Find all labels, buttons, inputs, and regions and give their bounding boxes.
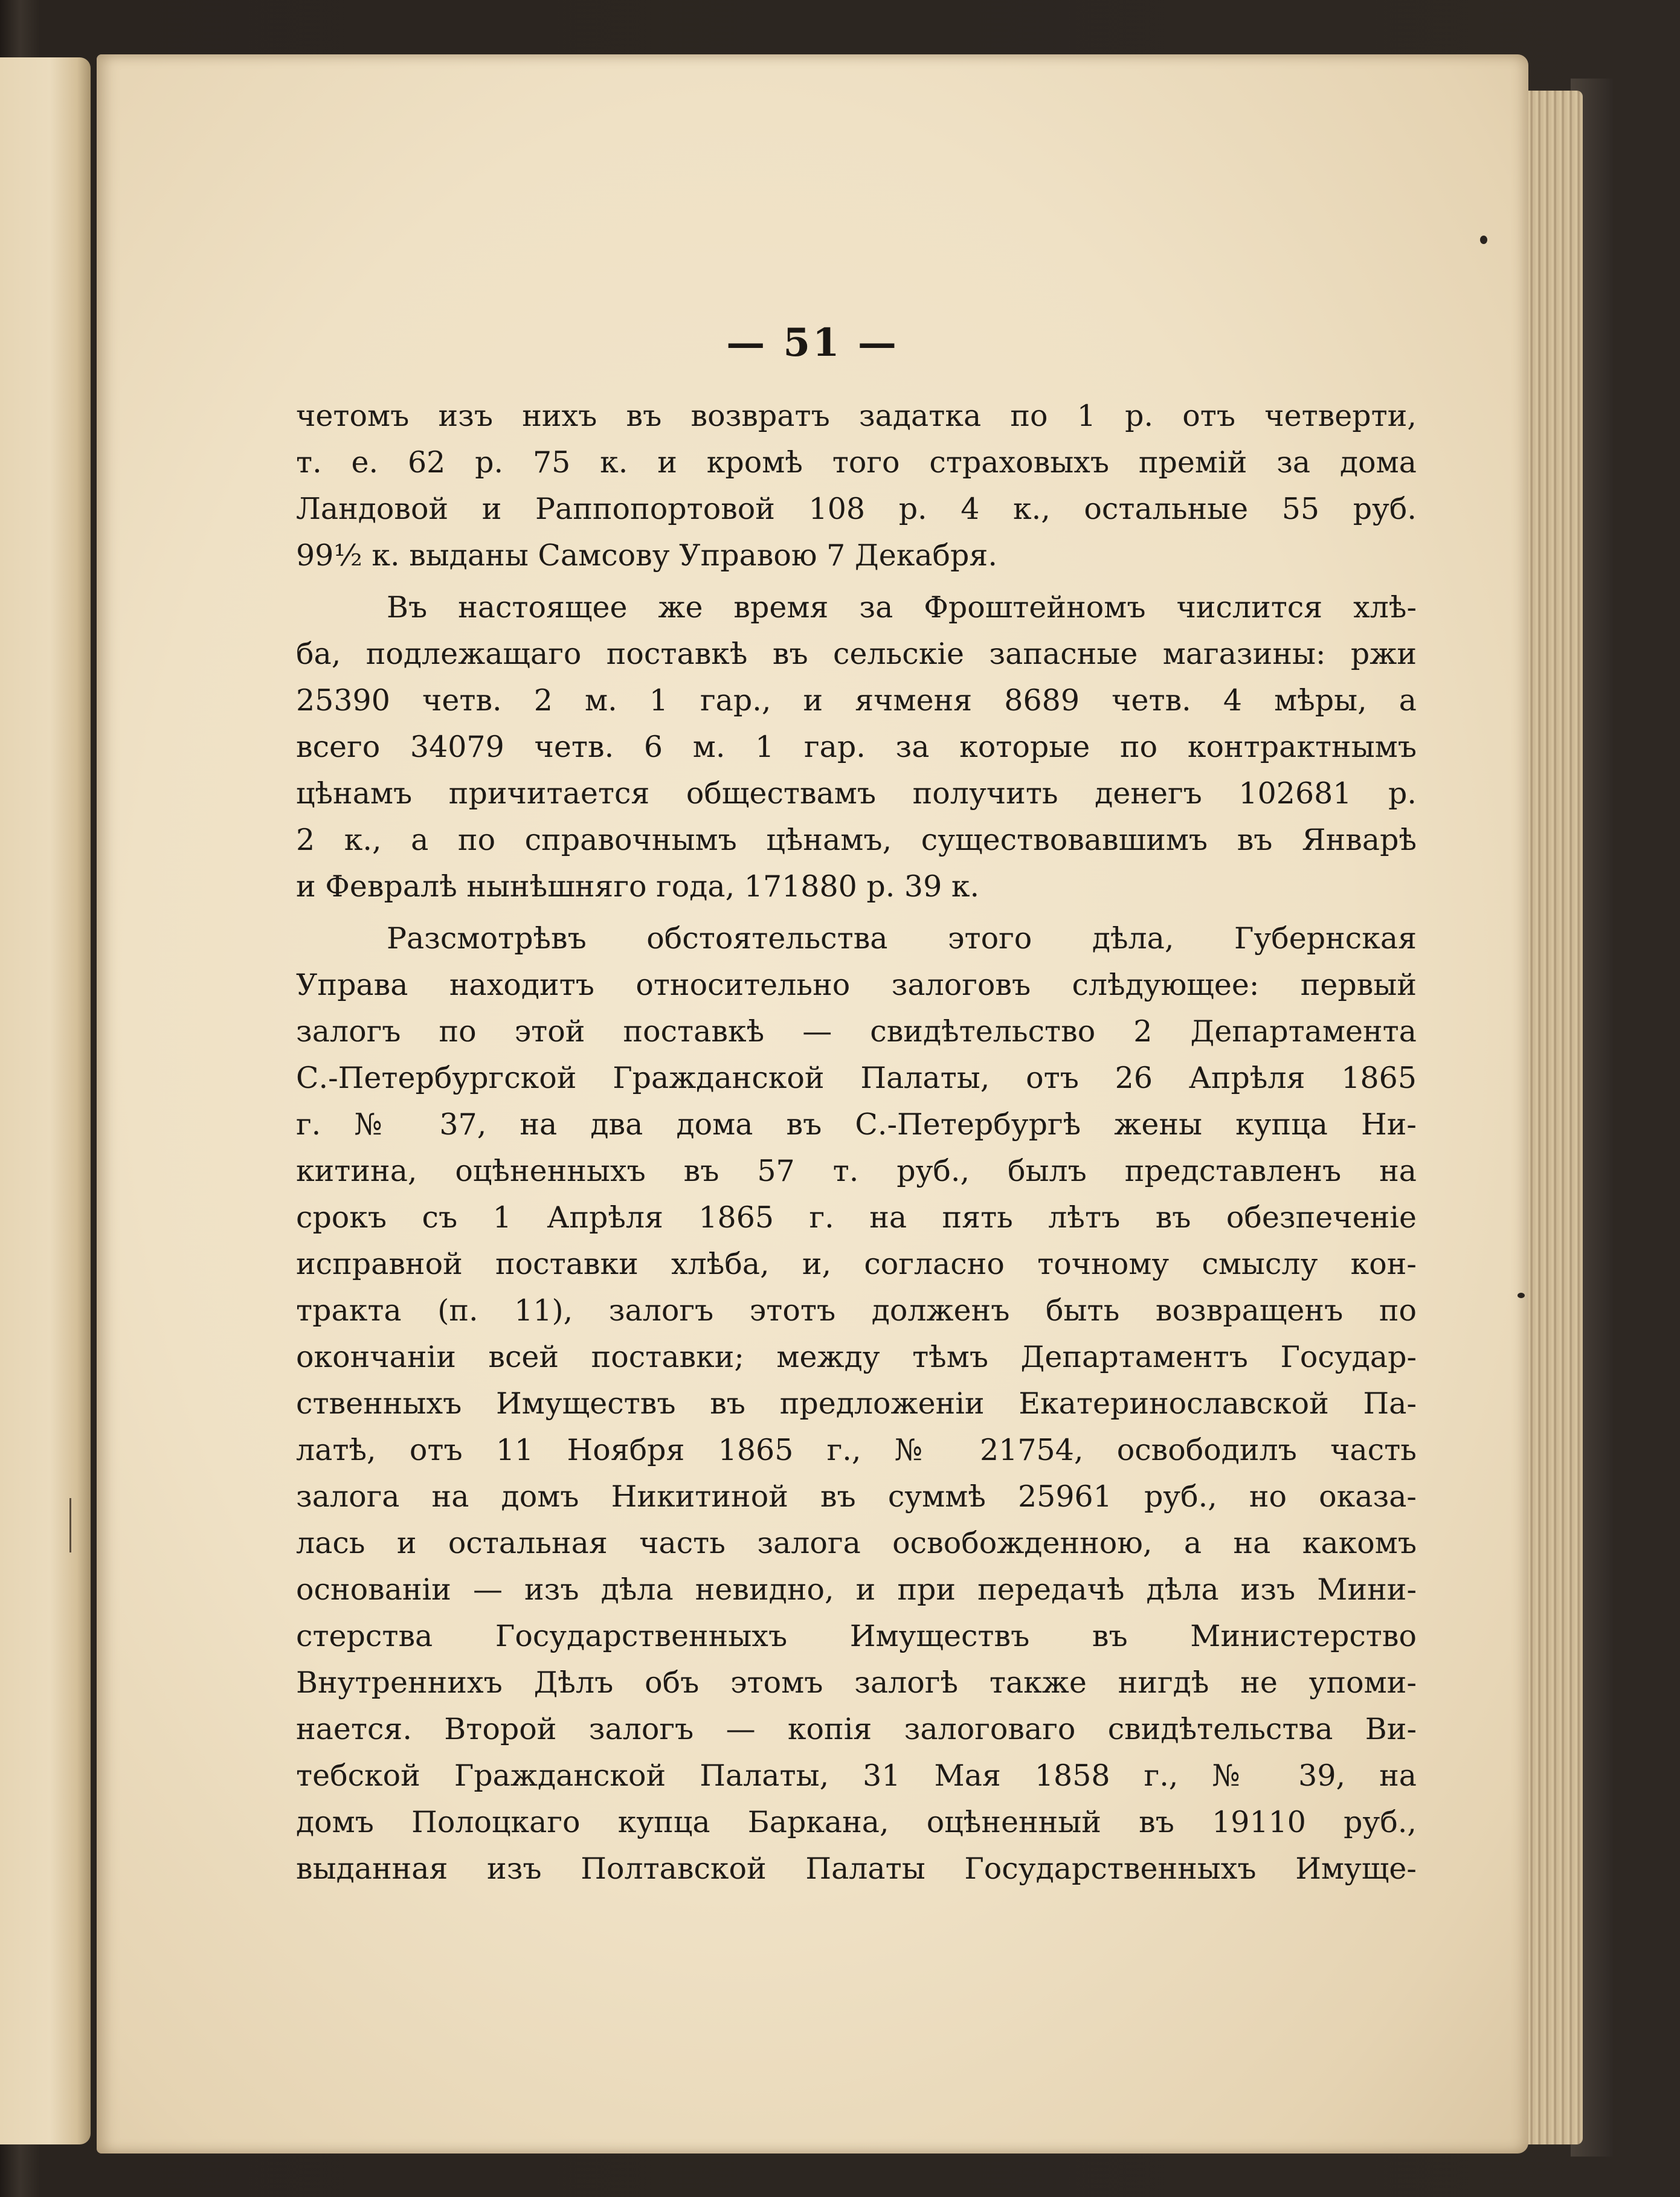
text-line: китина, оцѣненныхъ въ 57 т. руб., былъ представленъ на bbox=[296, 1154, 1417, 1188]
text-line: С.-Петербургской Гражданской Палаты, отъ 26 Апрѣля 1865 bbox=[296, 1061, 1417, 1095]
text-line: Внутреннихъ Дѣлъ объ этомъ залогѣ также нигдѣ не упоми- bbox=[296, 1665, 1417, 1700]
text-line: цѣнамъ причитается обществамъ получить денегъ 102681 р. bbox=[296, 776, 1417, 811]
text-line: тракта (п. 11), залогъ этотъ долженъ быть возвращенъ по bbox=[296, 1293, 1417, 1328]
text-line: стерства Государственныхъ Имуществъ въ Министерство bbox=[296, 1619, 1417, 1653]
text-line: тебской Гражданской Палаты, 31 Мая 1858 г., № 39, на bbox=[296, 1758, 1417, 1793]
text-line: залогъ по этой поставкѣ — свидѣтельство 2 Департамента bbox=[296, 1014, 1417, 1049]
text-line: четомъ изъ нихъ въ возвратъ задатка по 1 р. отъ четверти, bbox=[296, 399, 1417, 433]
text-line: нается. Второй залогъ — копія залоговаго свидѣтельства Ви- bbox=[296, 1712, 1417, 1746]
book-page bbox=[97, 54, 1528, 2154]
text-line: 25390 четв. 2 м. 1 гар., и ячменя 8689 четв. 4 мѣры, а bbox=[296, 683, 1417, 718]
text-line: Ландовой и Раппопортовой 108 р. 4 к., остальные 55 руб. bbox=[296, 492, 1417, 526]
text-line: латѣ, отъ 11 Ноября 1865 г., № 21754, освободилъ часть bbox=[296, 1433, 1417, 1467]
text-line: всего 34079 четв. 6 м. 1 гар. за которые по контрактнымъ bbox=[296, 730, 1417, 764]
text-line: окончаніи всей поставки; между тѣмъ Департаментъ Государ- bbox=[296, 1340, 1417, 1374]
text-line: выданная изъ Полтавской Палаты Государственныхъ Имуще- bbox=[296, 1851, 1417, 1886]
paragraph-first-line: Разсмотрѣвъ обстоятельства этого дѣла, Губернская bbox=[387, 921, 1417, 956]
ink-spot bbox=[1517, 1293, 1525, 1298]
text-line: срокъ съ 1 Апрѣля 1865 г. на пять лѣтъ въ обезпеченіе bbox=[296, 1200, 1417, 1235]
text-line: т. е. 62 р. 75 к. и кромѣ того страховыхъ премій за дома bbox=[296, 445, 1417, 480]
margin-mark bbox=[69, 1498, 71, 1552]
text-line: и Февралѣ нынѣшняго года, 171880 р. 39 к. bbox=[296, 869, 980, 904]
text-line: лась и остальная часть залога освобожденною, а на какомъ bbox=[296, 1526, 1417, 1560]
text-line: Управа находитъ относительно залоговъ слѣдующее: первый bbox=[296, 968, 1417, 1002]
text-line: залога на домъ Никитиной въ суммѣ 25961 руб., но оказа- bbox=[296, 1479, 1417, 1514]
text-line: исправной поставки хлѣба, и, согласно точному смыслу кон- bbox=[296, 1247, 1417, 1281]
ink-spot bbox=[1480, 236, 1487, 244]
text-line: ственныхъ Имуществъ въ предложеніи Екатеринославской Па- bbox=[296, 1386, 1417, 1421]
page-text bbox=[296, 393, 1417, 1892]
text-line: г. № 37, на два дома въ С.-Петербургѣ жены купца Ни- bbox=[296, 1107, 1417, 1142]
text-line: домъ Полоцкаго купца Баркана, оцѣненный въ 19110 руб., bbox=[296, 1805, 1417, 1839]
text-line: 99½ к. выданы Самсову Управою 7 Декабря. bbox=[296, 538, 997, 573]
text-line: 2 к., а по справочнымъ цѣнамъ, существовавшимъ въ Январѣ bbox=[296, 823, 1417, 857]
page-number: — 51 — bbox=[726, 320, 899, 365]
text-line: ба, подлежащаго поставкѣ въ сельскіе запасные магазины: ржи bbox=[296, 637, 1417, 671]
paragraph-first-line: Въ настоящее же время за Фроштейномъ числится хлѣ- bbox=[387, 590, 1417, 625]
text-line: основаніи — изъ дѣла невидно, и при передачѣ дѣла изъ Мини- bbox=[296, 1572, 1417, 1607]
previous-page-edge bbox=[0, 57, 91, 2144]
